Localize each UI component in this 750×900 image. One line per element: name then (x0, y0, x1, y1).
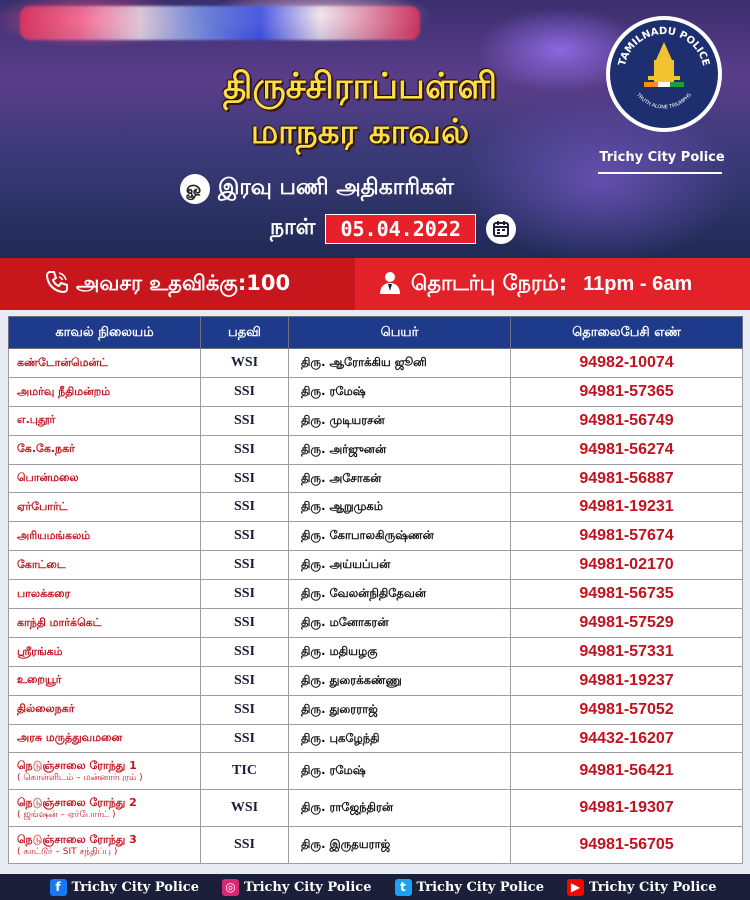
rank-cell: SSI (201, 695, 289, 724)
phone-number-cell[interactable]: 94981-57052 (511, 695, 743, 724)
rank-cell: SSI (201, 724, 289, 753)
station-name: அரியமங்கலம் (17, 528, 91, 542)
contact-hours: 11pm - 6am (583, 272, 693, 295)
table-row (9, 377, 743, 406)
station-cell (9, 522, 201, 551)
station-name: காந்தி மார்க்கெட் (17, 615, 102, 629)
phone-number-cell[interactable]: 94981-19307 (511, 790, 743, 827)
rank-cell: SSI (201, 493, 289, 522)
person-icon (377, 269, 403, 299)
table-row (9, 695, 743, 724)
tamilnadu-police-logo (606, 16, 722, 132)
header-phone: தொலைபேசி எண் (511, 317, 743, 349)
table-row (9, 435, 743, 464)
footer-social-bar (0, 874, 750, 900)
contact-hours-section (355, 258, 750, 310)
phone-number-cell[interactable]: 94982-10074 (511, 349, 743, 378)
station-name: பொன்மலை (17, 471, 79, 485)
station-cell (9, 435, 201, 464)
officer-name-cell: திரு. மனோகரன் (289, 609, 511, 638)
table-row (9, 551, 743, 580)
station-route: ( காட்டூர் – SIT சந்திப்பு ) (17, 846, 118, 857)
social-label: Trichy City Police (416, 879, 544, 895)
station-name: ஸ்ரீரங்கம் (17, 644, 63, 658)
police-lights-graphic (20, 6, 420, 40)
station-name: அரசு மருத்துவமனை (17, 731, 123, 745)
phone-number-cell[interactable]: 94981-57674 (511, 522, 743, 551)
officers-table-container (0, 310, 750, 874)
instagram-icon: ◎ (222, 879, 239, 896)
social-label: Trichy City Police (244, 879, 372, 895)
officer-name-cell: திரு. துரைராஜ் (289, 695, 511, 724)
title-police: மாநகர காவல் (250, 112, 470, 152)
rank-cell: SSI (201, 609, 289, 638)
rank-cell: WSI (201, 790, 289, 827)
table-row (9, 349, 743, 378)
phone-number-cell[interactable]: 94432-16207 (511, 724, 743, 753)
officer-name-cell: திரு. அர்ஜுனன் (289, 435, 511, 464)
rank-cell: SSI (201, 666, 289, 695)
station-route: ( ஜங்ஷன் – ஏர்போர்ட் ) (17, 809, 116, 820)
phone-number-cell[interactable]: 94981-57331 (511, 637, 743, 666)
station-name: உறையூர் (17, 673, 62, 687)
rank-cell: SSI (201, 637, 289, 666)
station-name: கே.கே.நகர் (17, 442, 75, 456)
logo-text: TAMILNADU POLICE (616, 25, 712, 68)
station-cell (9, 637, 201, 666)
table-row (9, 724, 743, 753)
social-label: Trichy City Police (589, 879, 717, 895)
rank-cell: SSI (201, 827, 289, 864)
table-body (9, 349, 743, 864)
phone-icon (44, 269, 70, 299)
station-name: கோட்டை (17, 557, 66, 571)
station-name: எ.புதூர் (17, 413, 56, 427)
station-cell (9, 724, 201, 753)
date-row (270, 214, 516, 244)
officer-name-cell: திரு. புகழேந்தி (289, 724, 511, 753)
phone-number-cell[interactable]: 94981-56887 (511, 464, 743, 493)
officer-name-cell: திரு. துரைக்கண்ணு (289, 666, 511, 695)
station-cell (9, 753, 201, 790)
calendar-icon (486, 214, 516, 244)
table-row (9, 753, 743, 790)
station-cell (9, 406, 201, 435)
svg-text:TRUTH ALONE TRIUMPHS (634, 91, 692, 110)
station-cell (9, 695, 201, 724)
station-name: அமர்வு நீதிமன்றம் (17, 384, 111, 398)
table-row (9, 609, 743, 638)
date-value: 05.04.2022 (325, 214, 475, 244)
title-city: திருச்சிராப்பள்ளி (222, 66, 498, 107)
station-name: நெடுஞ்சாலை ரோந்து 2 (17, 795, 137, 809)
table-row (9, 790, 743, 827)
officer-name-cell: திரு. அய்யப்பன் (289, 551, 511, 580)
table-row (9, 493, 743, 522)
rank-cell: SSI (201, 377, 289, 406)
table-row (9, 406, 743, 435)
station-cell (9, 493, 201, 522)
facebook-icon: f (50, 879, 67, 896)
phone-number-cell[interactable]: 94981-57529 (511, 609, 743, 638)
officer-name-cell: திரு. வேலன்நிதிதேவன் (289, 580, 511, 609)
officers-table (8, 316, 743, 864)
om-icon: ௐ (180, 174, 210, 204)
station-cell (9, 609, 201, 638)
officer-name-cell: திரு. இருதயராஜ் (289, 827, 511, 864)
rank-cell: SSI (201, 551, 289, 580)
phone-number-cell[interactable]: 94981-56705 (511, 827, 743, 864)
officer-name-cell: திரு. ரமேஷ் (289, 377, 511, 406)
station-name: பாலக்கரை (17, 586, 71, 600)
logo-caption: Trichy City Police (599, 150, 725, 165)
officer-name-cell: திரு. ஆரோக்கிய ஜூனி (289, 349, 511, 378)
station-cell (9, 580, 201, 609)
table-header-row (9, 317, 743, 349)
station-route: ( கொள்ளிடம் – மன்னார்புரம் ) (17, 772, 143, 783)
social-link-instagram[interactable] (222, 879, 372, 896)
info-bar (0, 258, 750, 310)
phone-number-cell[interactable]: 94981-56274 (511, 435, 743, 464)
logo-motto: TRUTH ALONE TRIUMPHS (635, 92, 693, 111)
station-cell (9, 349, 201, 378)
contact-label: தொடர்பு நேரம்: (411, 270, 568, 295)
table-row (9, 580, 743, 609)
table-row (9, 666, 743, 695)
social-link-twitter[interactable] (395, 879, 545, 896)
station-name: நெடுஞ்சாலை ரோந்து 3 (17, 832, 137, 846)
youtube-icon: ▶ (567, 879, 584, 896)
rank-cell: SSI (201, 435, 289, 464)
officer-name-cell: திரு. மதியழகு (289, 637, 511, 666)
officer-name-cell: திரு. ரமேஷ் (289, 753, 511, 790)
phone-number-cell[interactable]: 94981-19231 (511, 493, 743, 522)
officer-name-cell: திரு. அசோகன் (289, 464, 511, 493)
table-row (9, 522, 743, 551)
officer-name-cell: திரு. கோபாலகிருஷ்ணன் (289, 522, 511, 551)
table-row (9, 464, 743, 493)
phone-number-cell[interactable]: 94981-57365 (511, 377, 743, 406)
header-banner (0, 0, 750, 258)
logo-underline (598, 172, 722, 174)
rank-cell: TIC (201, 753, 289, 790)
station-cell (9, 827, 201, 864)
rank-cell: SSI (201, 464, 289, 493)
emergency-section (0, 258, 355, 310)
rank-cell: SSI (201, 406, 289, 435)
social-link-facebook[interactable] (50, 879, 200, 896)
social-link-youtube[interactable] (567, 879, 717, 896)
station-cell (9, 666, 201, 695)
officer-name-cell: திரு. முடியரசன் (289, 406, 511, 435)
header-rank: பதவி (201, 317, 289, 349)
phone-number-cell[interactable]: 94981-02170 (511, 551, 743, 580)
header-station: காவல் நிலையம் (9, 317, 201, 349)
station-name: நெடுஞ்சாலை ரோந்து 1 (17, 758, 137, 772)
station-name: ஏர்போர்ட் (17, 500, 68, 514)
station-name: கண்டோன்மென்ட் (17, 355, 108, 369)
rank-cell: SSI (201, 580, 289, 609)
date-label: நாள் (270, 215, 316, 240)
station-cell (9, 464, 201, 493)
social-label: Trichy City Police (71, 879, 199, 895)
rank-cell: WSI (201, 349, 289, 378)
header-name: பெயர் (289, 317, 511, 349)
phone-number-cell[interactable]: 94981-19237 (511, 666, 743, 695)
station-cell (9, 790, 201, 827)
officer-name-cell: திரு. ஆறுமுகம் (289, 493, 511, 522)
officer-name-cell: திரு. ராஜேந்திரன் (289, 790, 511, 827)
emergency-label: அவசர உதவிக்கு:100 (76, 270, 291, 295)
phone-number-cell[interactable]: 94981-56735 (511, 580, 743, 609)
twitter-icon: t (395, 879, 412, 896)
station-cell (9, 377, 201, 406)
table-row (9, 827, 743, 864)
subtitle: இரவு பணி அதிகாரிகள் (218, 175, 455, 200)
subtitle-row (180, 174, 454, 204)
phone-number-cell[interactable]: 94981-56421 (511, 753, 743, 790)
phone-number-cell[interactable]: 94981-56749 (511, 406, 743, 435)
rank-cell: SSI (201, 522, 289, 551)
station-cell (9, 551, 201, 580)
station-name: தில்லைநகர் (17, 702, 75, 716)
table-row (9, 637, 743, 666)
